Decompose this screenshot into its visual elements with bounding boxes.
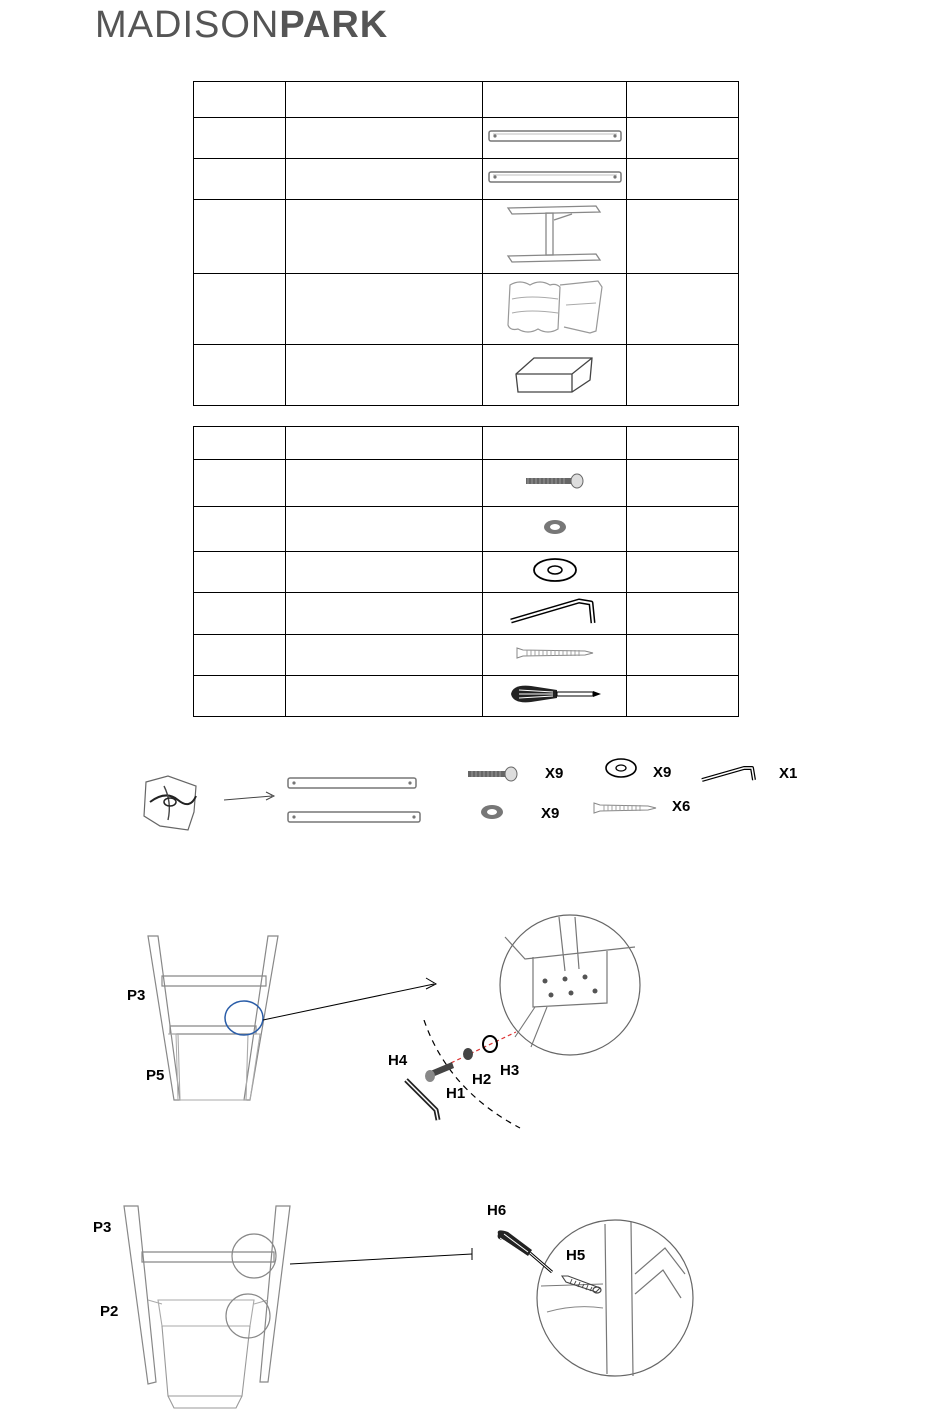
base-frame-icon xyxy=(500,200,610,268)
parts-table-header xyxy=(194,82,739,118)
screw-quantity: X6 xyxy=(672,798,691,815)
label-p2: P2 xyxy=(100,1303,119,1320)
bolt-icon xyxy=(520,471,590,491)
label-p3: P3 xyxy=(127,987,146,1004)
flat-washer-icon xyxy=(530,555,580,585)
label-p5: P5 xyxy=(146,1067,165,1084)
label-p3: P3 xyxy=(93,1219,112,1236)
screw-icon xyxy=(592,800,658,816)
table-row xyxy=(194,159,739,200)
label-h5: H5 xyxy=(566,1247,586,1264)
allen-key-quantity: X1 xyxy=(779,765,798,782)
table-row xyxy=(194,118,739,159)
table-row xyxy=(194,345,739,406)
label-h2: H2 xyxy=(472,1071,492,1088)
flat-washer-quantity: X9 xyxy=(653,764,672,781)
header-cell xyxy=(627,82,739,118)
label-h6: H6 xyxy=(487,1202,507,1219)
table-row xyxy=(194,274,739,345)
step2-zoom-detail xyxy=(535,1214,695,1384)
screwdriver-icon xyxy=(494,1226,558,1280)
allen-key-icon xyxy=(700,760,758,784)
lock-washer-icon xyxy=(478,802,506,822)
screw-icon xyxy=(513,645,597,661)
unpack-arrow-icon xyxy=(222,790,278,806)
table-row xyxy=(194,507,739,552)
brand-logo xyxy=(95,4,388,46)
table-row xyxy=(194,552,739,593)
label-h1: H1 xyxy=(446,1085,466,1102)
header-cell xyxy=(483,82,627,118)
header-cell xyxy=(194,427,286,460)
brand-name-bold: PARK xyxy=(279,4,389,46)
header-cell xyxy=(194,82,286,118)
table-row xyxy=(194,635,739,676)
bolt-icon xyxy=(466,765,520,783)
header-cell xyxy=(286,427,483,460)
table-row xyxy=(194,593,739,635)
lock-washer-icon xyxy=(540,517,570,537)
label-h3: H3 xyxy=(500,1062,520,1079)
table-row xyxy=(194,200,739,274)
parts-table xyxy=(193,81,739,406)
step2-frame-diagram xyxy=(118,1196,298,1414)
screwdriver-icon xyxy=(505,680,605,708)
header-cell xyxy=(483,427,627,460)
allen-key-icon xyxy=(507,593,603,629)
seat-cushion-icon xyxy=(510,350,600,396)
rail-icon xyxy=(485,166,625,188)
table-row xyxy=(194,676,739,717)
brand-name-light: MADISON xyxy=(95,4,280,46)
hardware-table-header xyxy=(194,427,739,460)
hardware-bag-icon xyxy=(138,772,204,836)
label-h4: H4 xyxy=(388,1052,408,1069)
step2-detail-callout xyxy=(288,1246,476,1268)
hardware-table xyxy=(193,426,739,717)
bolt-quantity: X9 xyxy=(545,765,564,782)
header-cell xyxy=(286,82,483,118)
rail-pair-icon xyxy=(284,772,424,834)
flat-washer-icon xyxy=(603,757,639,779)
table-row xyxy=(194,460,739,507)
header-cell xyxy=(627,427,739,460)
screw-icon xyxy=(560,1272,604,1294)
rail-icon xyxy=(485,125,625,147)
chair-back-frame-icon xyxy=(500,275,610,339)
lock-washer-quantity: X9 xyxy=(541,805,560,822)
